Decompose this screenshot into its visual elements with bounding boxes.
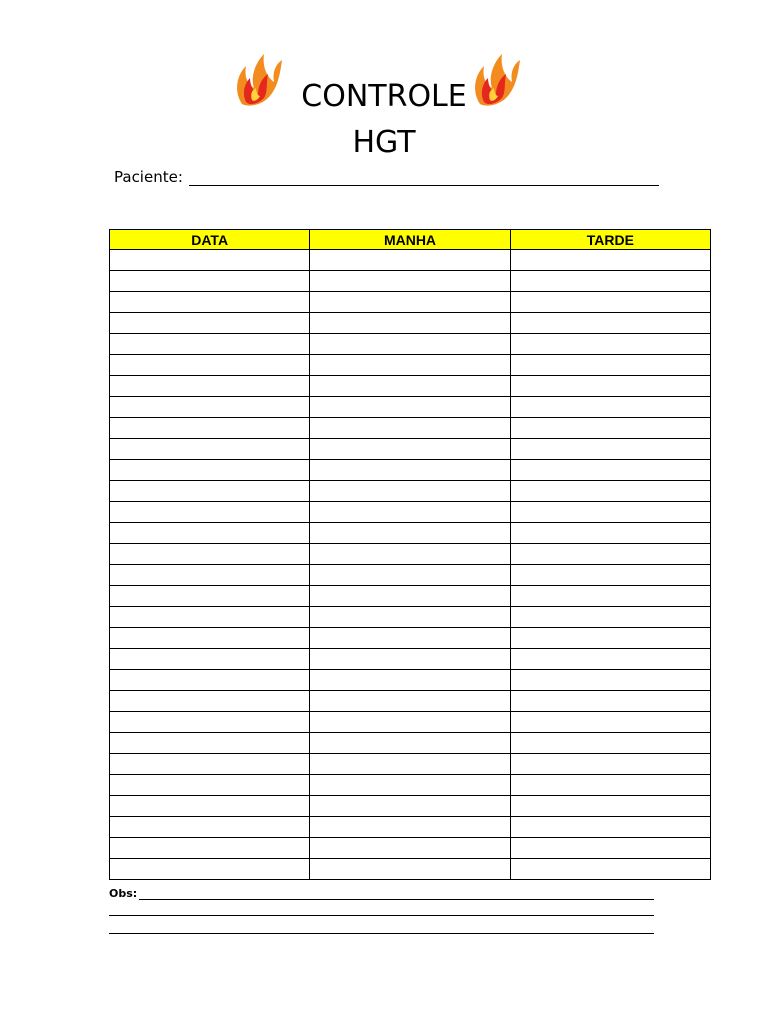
cell-manha[interactable] (310, 481, 510, 502)
cell-data[interactable] (110, 670, 310, 691)
cell-manha[interactable] (310, 250, 510, 271)
cell-tarde[interactable] (510, 628, 710, 649)
table-row (110, 838, 711, 859)
cell-data[interactable] (110, 271, 310, 292)
cell-data[interactable] (110, 292, 310, 313)
cell-tarde[interactable] (510, 250, 710, 271)
title-controle: CONTROLE (301, 79, 467, 114)
cell-tarde[interactable] (510, 838, 710, 859)
cell-data[interactable] (110, 334, 310, 355)
cell-tarde[interactable] (510, 334, 710, 355)
cell-tarde[interactable] (510, 481, 710, 502)
patient-input-line[interactable] (189, 167, 659, 186)
table-row (110, 544, 711, 565)
table-row (110, 712, 711, 733)
cell-tarde[interactable] (510, 754, 710, 775)
cell-manha[interactable] (310, 418, 510, 439)
obs-field (109, 886, 654, 900)
patient-label: Paciente: (114, 168, 183, 186)
cell-manha[interactable] (310, 628, 510, 649)
cell-tarde[interactable] (510, 712, 710, 733)
table-row (110, 271, 711, 292)
cell-tarde[interactable] (510, 775, 710, 796)
cell-manha[interactable] (310, 712, 510, 733)
cell-manha[interactable] (310, 544, 510, 565)
cell-data[interactable] (110, 628, 310, 649)
cell-data[interactable] (110, 523, 310, 544)
cell-tarde[interactable] (510, 796, 710, 817)
cell-data[interactable] (110, 355, 310, 376)
table-row (110, 292, 711, 313)
cell-tarde[interactable] (510, 502, 710, 523)
cell-tarde[interactable] (510, 376, 710, 397)
table-row (110, 733, 711, 754)
cell-tarde[interactable] (510, 397, 710, 418)
table-row (110, 775, 711, 796)
cell-manha[interactable] (310, 754, 510, 775)
obs-label: Obs: (109, 887, 138, 900)
cell-data[interactable] (110, 418, 310, 439)
cell-manha[interactable] (310, 313, 510, 334)
table-row (110, 250, 711, 271)
header-tarde: TARDE (510, 230, 710, 250)
table-row (110, 691, 711, 712)
table-row (110, 418, 711, 439)
cell-tarde[interactable] (510, 523, 710, 544)
cell-manha[interactable] (310, 355, 510, 376)
cell-manha[interactable] (310, 775, 510, 796)
title-hgt: HGT (352, 125, 416, 160)
cell-tarde[interactable] (510, 817, 710, 838)
cell-manha[interactable] (310, 649, 510, 670)
cell-manha[interactable] (310, 460, 510, 481)
cell-data[interactable] (110, 649, 310, 670)
cell-data[interactable] (110, 817, 310, 838)
cell-tarde[interactable] (510, 292, 710, 313)
cell-data[interactable] (110, 796, 310, 817)
cell-tarde[interactable] (510, 859, 710, 880)
cell-data[interactable] (110, 607, 310, 628)
cell-data[interactable] (110, 544, 310, 565)
cell-data[interactable] (110, 502, 310, 523)
cell-manha[interactable] (310, 502, 510, 523)
table-row (110, 754, 711, 775)
cell-data[interactable] (110, 460, 310, 481)
cell-tarde[interactable] (510, 418, 710, 439)
table-row (110, 859, 711, 880)
cell-manha[interactable] (310, 439, 510, 460)
cell-manha[interactable] (310, 607, 510, 628)
cell-manha[interactable] (310, 796, 510, 817)
header-manha: MANHA (310, 230, 510, 250)
cell-data[interactable] (110, 859, 310, 880)
patient-field (114, 164, 659, 186)
cell-data[interactable] (110, 586, 310, 607)
table-row (110, 565, 711, 586)
cell-manha[interactable] (310, 292, 510, 313)
table-row (110, 397, 711, 418)
table-row (110, 523, 711, 544)
cell-tarde[interactable] (510, 733, 710, 754)
cell-tarde[interactable] (510, 586, 710, 607)
cell-data[interactable] (110, 439, 310, 460)
table-row (110, 586, 711, 607)
table-body (110, 250, 711, 880)
cell-manha[interactable] (310, 691, 510, 712)
table-row (110, 670, 711, 691)
cell-tarde[interactable] (510, 544, 710, 565)
cell-data[interactable] (110, 397, 310, 418)
cell-tarde[interactable] (510, 670, 710, 691)
cell-data[interactable] (110, 691, 310, 712)
cell-tarde[interactable] (510, 460, 710, 481)
cell-data[interactable] (110, 481, 310, 502)
cell-tarde[interactable] (510, 649, 710, 670)
table-row (110, 649, 711, 670)
table-row (110, 355, 711, 376)
obs-line[interactable] (109, 933, 654, 934)
cell-manha[interactable] (310, 586, 510, 607)
cell-manha[interactable] (310, 838, 510, 859)
cell-tarde[interactable] (510, 691, 710, 712)
table-row (110, 607, 711, 628)
cell-data[interactable] (110, 754, 310, 775)
cell-data[interactable] (110, 775, 310, 796)
table-row (110, 796, 711, 817)
table-row (110, 334, 711, 355)
cell-data[interactable] (110, 376, 310, 397)
table-row (110, 439, 711, 460)
cell-tarde[interactable] (510, 313, 710, 334)
table-row (110, 313, 711, 334)
cell-manha[interactable] (310, 523, 510, 544)
cell-manha[interactable] (310, 376, 510, 397)
cell-data[interactable] (110, 712, 310, 733)
cell-data[interactable] (110, 250, 310, 271)
cell-manha[interactable] (310, 271, 510, 292)
cell-data[interactable] (110, 733, 310, 754)
cell-manha[interactable] (310, 733, 510, 754)
cell-manha[interactable] (310, 817, 510, 838)
cell-manha[interactable] (310, 334, 510, 355)
cell-data[interactable] (110, 565, 310, 586)
table-row (110, 817, 711, 838)
cell-manha[interactable] (310, 670, 510, 691)
cell-tarde[interactable] (510, 355, 710, 376)
obs-line[interactable] (109, 915, 654, 916)
table-row (110, 628, 711, 649)
hgt-table (109, 229, 711, 880)
cell-tarde[interactable] (510, 607, 710, 628)
obs-input-line[interactable] (139, 889, 654, 900)
cell-manha[interactable] (310, 397, 510, 418)
cell-tarde[interactable] (510, 271, 710, 292)
cell-data[interactable] (110, 838, 310, 859)
cell-data[interactable] (110, 313, 310, 334)
table-row (110, 481, 711, 502)
cell-tarde[interactable] (510, 439, 710, 460)
header-data: DATA (110, 230, 310, 250)
table-row (110, 460, 711, 481)
cell-manha[interactable] (310, 859, 510, 880)
cell-tarde[interactable] (510, 565, 710, 586)
table-row (110, 502, 711, 523)
table-header-row (110, 230, 711, 250)
table-row (110, 376, 711, 397)
cell-manha[interactable] (310, 565, 510, 586)
